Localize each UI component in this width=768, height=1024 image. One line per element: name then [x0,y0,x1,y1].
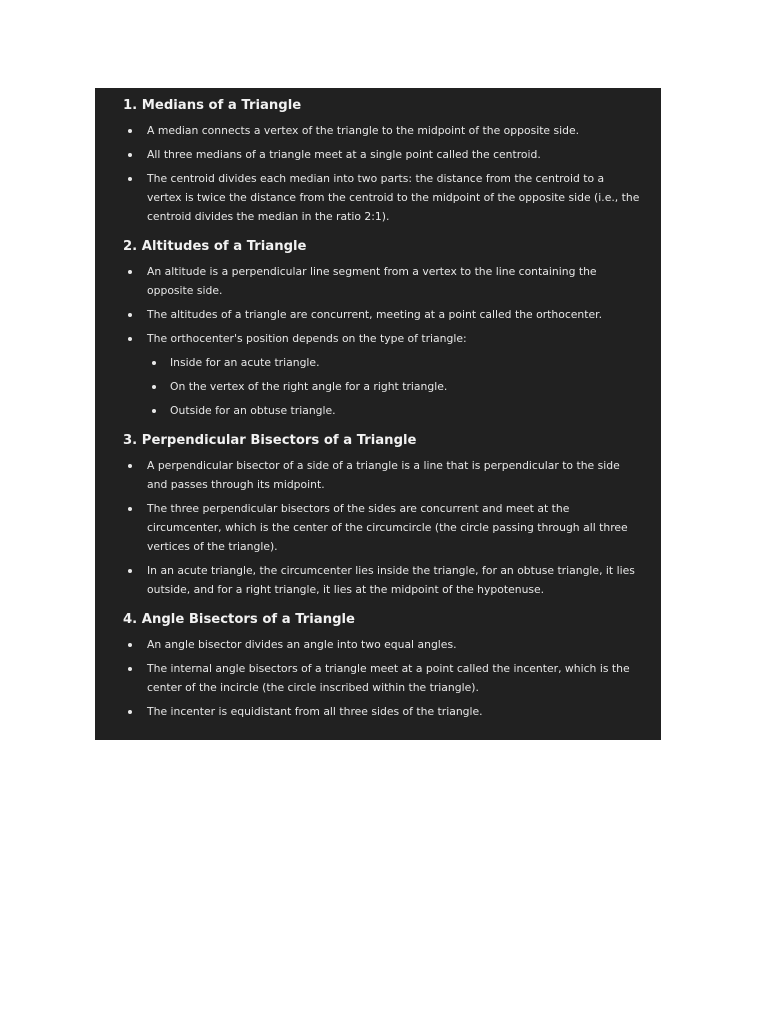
list-item: In an acute triangle, the circumcenter lies inside the triangle, for an obtuse triangle, it lies outside, and for a right triangle, it lies at the midpoint of the hypotenuse. [123,561,641,599]
bullet-list [123,262,641,420]
list-item: An angle bisector divides an angle into two equal angles. [123,635,641,654]
section-title: 3. Perpendicular Bisectors of a Triangle [123,433,417,448]
list-item: An altitude is a perpendicular line segment from a vertex to the line containing the opposite side. [123,262,641,300]
section-medians [123,94,641,226]
bullet-list [123,456,641,599]
bullet-list [123,635,641,721]
sub-list-item: Outside for an obtuse triangle. [147,401,641,420]
section-altitudes [123,235,641,420]
list-item-text: The orthocenter's position depends on the type of triangle: [147,332,467,345]
list-item: The internal angle bisectors of a triangle meet at a point called the incenter, which is the center of the incircle (the circle inscribed within the triangle). [123,659,641,697]
sub-bullet-list [147,353,641,420]
list-item: The centroid divides each median into two parts: the distance from the centroid to a vertex is twice the distance from the centroid to the midpoint of the opposite side (i.e., the centroid divides the median in the ratio 2:1). [123,169,641,226]
section-perpendicular-bisectors [123,429,641,599]
list-item: A perpendicular bisector of a side of a triangle is a line that is perpendicular to the side and passes through its midpoint. [123,456,641,494]
list-item: A median connects a vertex of the triangle to the midpoint of the opposite side. [123,121,641,140]
list-item: The three perpendicular bisectors of the sides are concurrent and meet at the circumcenter, which is the center of the circumcircle (the circle passing through all three vertices of the triangle). [123,499,641,556]
list-item: The altitudes of a triangle are concurrent, meeting at a point called the orthocenter. [123,305,641,324]
section-angle-bisectors [123,608,641,721]
sub-list-item: Inside for an acute triangle. [147,353,641,372]
list-item: All three medians of a triangle meet at a single point called the centroid. [123,145,641,164]
section-title: 4. Angle Bisectors of a Triangle [123,612,355,627]
sub-list-item: On the vertex of the right angle for a right triangle. [147,377,641,396]
bullet-list [123,121,641,226]
content-panel [95,88,661,740]
section-title: 2. Altitudes of a Triangle [123,239,307,254]
section-title: 1. Medians of a Triangle [123,98,302,113]
list-item: The incenter is equidistant from all three sides of the triangle. [123,702,641,721]
list-item [123,329,641,420]
